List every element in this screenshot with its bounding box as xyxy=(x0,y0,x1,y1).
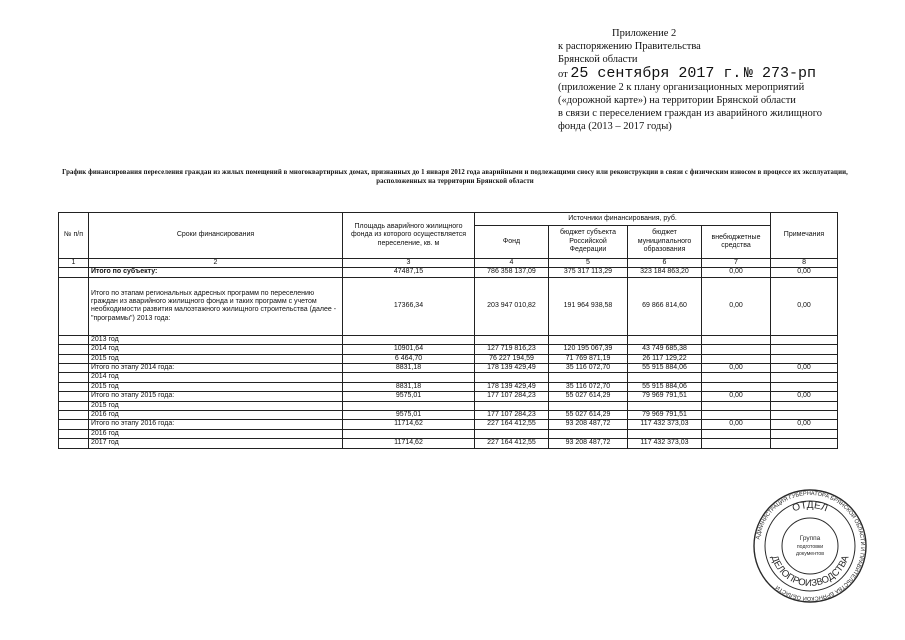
cell-num xyxy=(59,373,89,382)
cell-regional: 55 027 614,29 xyxy=(549,392,628,401)
cell-notes: 0,00 xyxy=(771,277,838,335)
cell-label: Итого по этапам региональных адресных программ по переселению граждан из аварийного жилищного фонда и таких программ с учетом необходимости развития малоэтажного жилищного строительства (далее - "программы") 2013 года: xyxy=(89,277,343,335)
cell-area xyxy=(343,429,475,438)
cell-municipal: 26 117 129,22 xyxy=(628,354,702,363)
cell-area: 11714,62 xyxy=(343,420,475,429)
cell-municipal: 55 915 884,06 xyxy=(628,382,702,391)
cell-municipal: 117 432 373,03 xyxy=(628,439,702,448)
cell-fund: 178 139 429,49 xyxy=(475,382,549,391)
cell-notes xyxy=(771,401,838,410)
column-number: 1 xyxy=(59,259,89,268)
table-row xyxy=(59,439,838,448)
cell-area: 8831,18 xyxy=(343,364,475,373)
table-row xyxy=(59,364,838,373)
cell-label: 2016 год xyxy=(89,429,343,438)
cell-municipal xyxy=(628,335,702,344)
table-row xyxy=(59,354,838,363)
cell-fund: 227 164 412,55 xyxy=(475,439,549,448)
header-num: № п/п xyxy=(59,213,89,259)
cell-regional: 375 317 113,29 xyxy=(549,268,628,277)
table-row xyxy=(59,420,838,429)
cell-num xyxy=(59,335,89,344)
cell-regional: 35 116 072,70 xyxy=(549,382,628,391)
cell-fund: 227 164 412,55 xyxy=(475,420,549,429)
header-extra: внебюджетные средства xyxy=(702,226,771,259)
cell-notes xyxy=(771,382,838,391)
cell-label: 2013 год xyxy=(89,335,343,344)
cell-area: 9575,01 xyxy=(343,392,475,401)
cell-notes xyxy=(771,373,838,382)
cell-municipal: 117 432 373,03 xyxy=(628,420,702,429)
cell-area: 6 464,70 xyxy=(343,354,475,363)
cell-fund xyxy=(475,429,549,438)
table-row xyxy=(59,401,838,410)
cell-num xyxy=(59,420,89,429)
cell-municipal: 69 866 814,60 xyxy=(628,277,702,335)
cell-notes xyxy=(771,335,838,344)
cell-num xyxy=(59,364,89,373)
cell-label: Итого по этапу 2014 года: xyxy=(89,364,343,373)
cell-num xyxy=(59,277,89,335)
appendix-title: Приложение 2 xyxy=(612,28,677,39)
cell-fund: 177 107 284,23 xyxy=(475,411,549,420)
column-number: 4 xyxy=(475,259,549,268)
cell-label: Итого по субъекту: xyxy=(89,268,343,277)
financing-table xyxy=(58,212,838,449)
cell-notes xyxy=(771,429,838,438)
cell-notes xyxy=(771,354,838,363)
column-number: 6 xyxy=(628,259,702,268)
cell-extra: 0,00 xyxy=(702,392,771,401)
column-number: 3 xyxy=(343,259,475,268)
cell-regional: 191 964 938,58 xyxy=(549,277,628,335)
appendix-line-6: в связи с переселением граждан из аварийного жилищного xyxy=(558,108,823,120)
cell-fund: 177 107 284,23 xyxy=(475,392,549,401)
cell-municipal: 55 915 884,06 xyxy=(628,364,702,373)
date-text: 25 сентября 2017 г. xyxy=(570,64,742,82)
table-row xyxy=(59,277,838,335)
table-row xyxy=(59,345,838,354)
stamp-middle-bottom-text: ДЕЛОПРОИЗВОДСТВА xyxy=(768,554,852,590)
cell-num xyxy=(59,354,89,363)
cell-num xyxy=(59,439,89,448)
table-row xyxy=(59,335,838,344)
cell-extra: 0,00 xyxy=(702,364,771,373)
cell-area: 17366,34 xyxy=(343,277,475,335)
cell-regional: 35 116 072,70 xyxy=(549,364,628,373)
cell-municipal: 43 749 685,38 xyxy=(628,345,702,354)
appendix-line-4: (приложение 2 к плану организационных мероприятий xyxy=(558,81,805,93)
cell-area: 8831,18 xyxy=(343,382,475,391)
department-stamp xyxy=(752,488,868,604)
cell-extra xyxy=(702,439,771,448)
cell-area: 11714,62 xyxy=(343,439,475,448)
cell-label: 2016 год xyxy=(89,411,343,420)
header-area: Площадь аварийного жилищного фонда из которого осуществляется переселение, кв. м xyxy=(343,213,475,259)
cell-num xyxy=(59,345,89,354)
cell-num xyxy=(59,411,89,420)
cell-label: 2015 год xyxy=(89,354,343,363)
table-row xyxy=(59,392,838,401)
cell-regional: 120 195 067,39 xyxy=(549,345,628,354)
cell-regional: 93 208 487,72 xyxy=(549,439,628,448)
cell-notes: 0,00 xyxy=(771,392,838,401)
cell-extra: 0,00 xyxy=(702,277,771,335)
cell-municipal xyxy=(628,429,702,438)
cell-regional xyxy=(549,335,628,344)
cell-extra xyxy=(702,345,771,354)
appendix-line-2: Брянской области xyxy=(558,54,638,66)
cell-fund: 76 227 194,59 xyxy=(475,354,549,363)
cell-num xyxy=(59,382,89,391)
cell-regional: 71 769 871,19 xyxy=(549,354,628,363)
cell-regional: 55 027 614,29 xyxy=(549,411,628,420)
table-row xyxy=(59,373,838,382)
column-number: 2 xyxy=(89,259,343,268)
cell-area xyxy=(343,335,475,344)
header-municipal: бюджет муниципального образования xyxy=(628,226,702,259)
stamp-middle-top-text: ОТДЕЛ xyxy=(791,499,830,515)
appendix-date-line xyxy=(558,64,888,82)
cell-fund xyxy=(475,373,549,382)
cell-regional xyxy=(549,429,628,438)
cell-fund: 203 947 010,82 xyxy=(475,277,549,335)
cell-fund xyxy=(475,401,549,410)
header-notes: Примечания xyxy=(771,213,838,259)
cell-area: 10901,64 xyxy=(343,345,475,354)
stamp-inner-line-2: подготовки xyxy=(796,544,824,550)
cell-extra xyxy=(702,429,771,438)
cell-num xyxy=(59,392,89,401)
appendix-line-7: фонда (2013 – 2017 годы) xyxy=(558,121,672,133)
cell-label: 2015 год xyxy=(89,382,343,391)
header-sources: Источники финансирования, руб. xyxy=(475,213,771,226)
cell-notes: 0,00 xyxy=(771,364,838,373)
cell-municipal xyxy=(628,373,702,382)
cell-label: Итого по этапу 2016 года: xyxy=(89,420,343,429)
header-fund: Фонд xyxy=(475,226,549,259)
cell-notes: 0,00 xyxy=(771,420,838,429)
cell-area xyxy=(343,401,475,410)
cell-extra xyxy=(702,382,771,391)
cell-label: 2014 год xyxy=(89,345,343,354)
cell-num xyxy=(59,429,89,438)
order-number: № 273-рп xyxy=(743,64,816,82)
column-number: 5 xyxy=(549,259,628,268)
cell-notes xyxy=(771,411,838,420)
cell-municipal xyxy=(628,401,702,410)
cell-extra xyxy=(702,354,771,363)
column-number-row xyxy=(59,259,838,268)
document-title: График финансирования переселения граждан из жилых помещений в многоквартирных домах, признанных до 1 января 2012 года аварийными и подлежащими сносу или реконструкции в связи с физическим износом в процессе их эксплуатации, расположенных на территории Брянской области xyxy=(62,169,848,185)
cell-label: Итого по этапу 2015 года: xyxy=(89,392,343,401)
table-row xyxy=(59,268,838,277)
column-number: 8 xyxy=(771,259,838,268)
stamp-outer-text: АДМИНИСТРАЦИЯ ГУБЕРНАТОРА БРЯНСКОЙ ОБЛАСТИ И ПРАВИТЕЛЬСТВА БРЯНСКОЙ ОБЛАСТИ xyxy=(755,490,866,602)
stamp-inner-line-1: Группа xyxy=(799,535,821,542)
cell-extra xyxy=(702,373,771,382)
cell-regional: 93 208 487,72 xyxy=(549,420,628,429)
cell-area: 47487,15 xyxy=(343,268,475,277)
header-regional: бюджет субъекта Российской Федерации xyxy=(549,226,628,259)
cell-fund xyxy=(475,335,549,344)
header-period: Сроки финансирования xyxy=(89,213,343,259)
cell-label: 2015 год xyxy=(89,401,343,410)
cell-area: 9575,01 xyxy=(343,411,475,420)
cell-municipal: 323 184 863,20 xyxy=(628,268,702,277)
appendix-line-1: к распоряжению Правительства xyxy=(558,41,701,53)
table-row xyxy=(59,411,838,420)
cell-extra xyxy=(702,335,771,344)
cell-label: 2017 год xyxy=(89,439,343,448)
column-number: 7 xyxy=(702,259,771,268)
table-row xyxy=(59,382,838,391)
cell-num xyxy=(59,401,89,410)
stamp-inner-line-3: документов xyxy=(795,551,825,557)
cell-notes xyxy=(771,345,838,354)
cell-extra xyxy=(702,411,771,420)
cell-regional xyxy=(549,373,628,382)
table-row xyxy=(59,429,838,438)
appendix-block xyxy=(558,27,888,134)
cell-municipal: 79 969 791,51 xyxy=(628,392,702,401)
appendix-line-5: («дорожной карте») на территории Брянской области xyxy=(558,95,796,107)
table-body xyxy=(59,268,838,448)
cell-regional xyxy=(549,401,628,410)
cell-municipal: 79 969 791,51 xyxy=(628,411,702,420)
cell-fund: 127 719 816,23 xyxy=(475,345,549,354)
cell-area xyxy=(343,373,475,382)
cell-fund: 786 358 137,09 xyxy=(475,268,549,277)
cell-fund: 178 139 429,49 xyxy=(475,364,549,373)
cell-num xyxy=(59,268,89,277)
cell-extra: 0,00 xyxy=(702,420,771,429)
cell-notes xyxy=(771,439,838,448)
cell-notes: 0,00 xyxy=(771,268,838,277)
cell-extra xyxy=(702,401,771,410)
cell-extra: 0,00 xyxy=(702,268,771,277)
cell-label: 2014 год xyxy=(89,373,343,382)
date-prefix: от xyxy=(558,68,568,80)
